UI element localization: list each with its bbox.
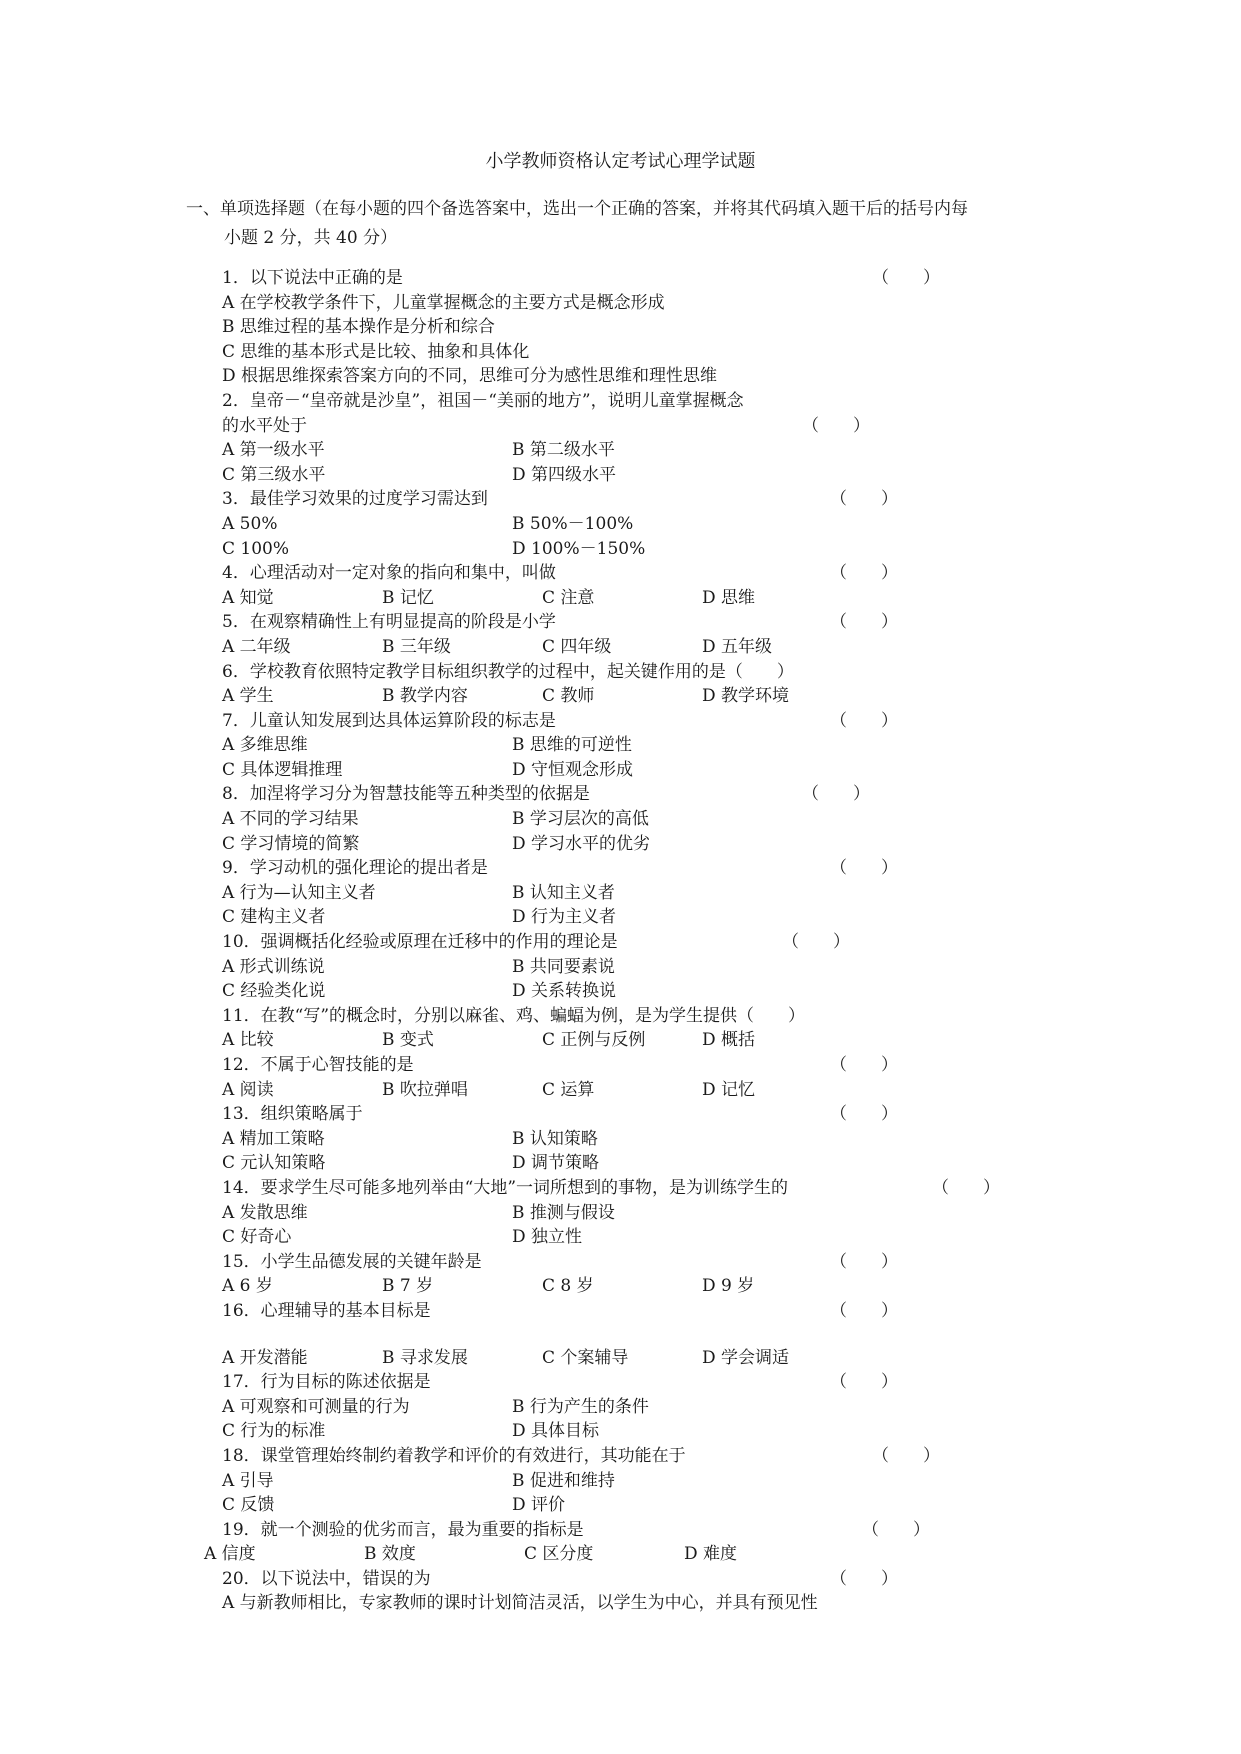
question-2-option: C 第三级水平 — [222, 464, 326, 485]
question-20-answer-paren: （ ） — [830, 1568, 898, 1589]
question-13-option: C 元认知策略 — [222, 1153, 326, 1174]
page-title: 小学教师资格认定考试心理学试题 — [485, 151, 756, 172]
question-2-stem-cont: 的水平处于 — [222, 415, 307, 436]
question-8-option: C 学习情境的简繁 — [222, 833, 360, 854]
question-15-option: B 7 岁 — [382, 1276, 434, 1297]
question-8-options-row — [222, 832, 1042, 857]
question-20-options-row — [222, 1591, 1042, 1616]
question-4-answer-paren: （ ） — [830, 563, 898, 584]
question-2-stem-line2 — [222, 414, 1042, 439]
question-11-option: B 变式 — [382, 1030, 434, 1051]
question-9-options-row — [222, 905, 1042, 930]
question-7-option: B 思维的可逆性 — [512, 735, 632, 756]
question-3-option: B 50%－100% — [512, 513, 634, 534]
question-2-option: D 第四级水平 — [512, 464, 617, 485]
question-14-options-row — [222, 1225, 1042, 1250]
question-7-option: C 具体逻辑推理 — [222, 759, 343, 780]
question-16-stem: 16．心理辅导的基本目标是 — [222, 1300, 431, 1321]
question-3-options-row — [222, 537, 1042, 562]
question-5-stem-line — [222, 610, 1042, 635]
question-11-stem-line — [222, 1004, 1042, 1029]
question-5-option: A 二年级 — [222, 636, 291, 657]
question-2-option: B 第二级水平 — [512, 440, 615, 461]
question-18-stem-line — [222, 1444, 1042, 1469]
question-12-option: D 记忆 — [702, 1079, 756, 1100]
question-11-option: D 概括 — [702, 1030, 756, 1051]
question-15-option: A 6 岁 — [222, 1276, 273, 1297]
question-14-answer-paren: （ ） — [932, 1177, 1000, 1198]
question-17-option: C 行为的标准 — [222, 1421, 326, 1442]
question-10-stem-line — [222, 930, 1042, 955]
question-4-stem: 4．心理活动对一定对象的指向和集中，叫做 — [222, 563, 556, 584]
question-19-answer-paren: （ ） — [862, 1519, 930, 1540]
question-3-option: D 100%－150% — [512, 538, 646, 559]
question-4-options-row — [222, 586, 1042, 611]
question-1-stem: 1．以下说法中正确的是 — [222, 268, 403, 288]
question-19-options-row — [204, 1542, 1042, 1567]
question-18-option: C 反馈 — [222, 1495, 275, 1516]
question-2-stem-line — [222, 389, 1042, 414]
question-7-answer-paren: （ ） — [830, 710, 898, 731]
question-20-stem: 20．以下说法中，错误的为 — [222, 1568, 431, 1589]
question-7-options-row — [222, 758, 1042, 783]
question-6-options-row — [222, 684, 1042, 709]
question-8-stem-line — [222, 782, 1042, 807]
question-16-option: D 学会调适 — [702, 1347, 790, 1368]
question-6-stem: 6．学校教育依照特定教学目标组织教学的过程中，起关键作用的是（ ） — [222, 661, 794, 682]
section-heading-line1: 一、单项选择题（在每小题的四个备选答案中，选出一个正确的答案，并将其代码填入题干后的括号内每 — [186, 199, 968, 219]
question-8-option: D 学习水平的优劣 — [512, 833, 651, 854]
question-12-option: C 运算 — [542, 1079, 595, 1100]
question-1-options-row — [222, 315, 1042, 340]
section-heading-line2: 小题 2 分，共 40 分） — [224, 228, 398, 248]
question-15-answer-paren: （ ） — [830, 1251, 898, 1272]
question-10-answer-paren: （ ） — [782, 932, 850, 953]
question-12-option: B 吹拉弹唱 — [382, 1079, 468, 1100]
question-16-option: C 个案辅导 — [542, 1347, 629, 1368]
question-9-option: A 行为—认知主义者 — [222, 882, 376, 903]
question-9-stem: 9．学习动机的强化理论的提出者是 — [222, 858, 488, 879]
question-13-option: A 精加工策略 — [222, 1128, 325, 1149]
question-2-options-row — [222, 463, 1042, 488]
question-12-option: A 阅读 — [222, 1079, 274, 1100]
question-14-stem: 14．要求学生尽可能多地列举由“大地”一词所想到的事物，是为训练学生的 — [222, 1177, 789, 1198]
question-17-answer-paren: （ ） — [830, 1372, 898, 1393]
question-20-stem-line — [222, 1567, 1042, 1592]
question-9-option: D 行为主义者 — [512, 907, 617, 928]
question-10-options-row — [222, 979, 1042, 1004]
question-9-answer-paren: （ ） — [830, 858, 898, 879]
question-18-option: B 促进和维持 — [512, 1470, 615, 1491]
question-6-option: D 教学环境 — [702, 686, 790, 707]
question-13-option: B 认知策略 — [512, 1128, 598, 1149]
question-7-option: A 多维思维 — [222, 735, 308, 756]
question-3-options-row — [222, 512, 1042, 537]
question-14-option: B 推测与假设 — [512, 1202, 615, 1223]
question-1-options-row — [222, 364, 1042, 389]
question-7-stem-line — [222, 709, 1042, 734]
question-14-option: D 独立性 — [512, 1227, 583, 1248]
question-14-option: A 发散思维 — [222, 1202, 308, 1223]
question-19-option: B 效度 — [364, 1544, 416, 1565]
question-5-option: D 五年级 — [702, 636, 773, 657]
question-1-option: A 在学校教学条件下，儿童掌握概念的主要方式是概念形成 — [222, 292, 665, 313]
question-13-stem-line — [222, 1102, 1042, 1127]
question-4-option: A 知觉 — [222, 587, 274, 608]
question-19-stem: 19．就一个测验的优劣而言，最为重要的指标是 — [222, 1519, 584, 1540]
question-16-option: A 开发潜能 — [222, 1347, 308, 1368]
question-3-stem: 3．最佳学习效果的过度学习需达到 — [222, 489, 488, 510]
question-10-stem: 10．强调概括化经验或原理在迁移中的作用的理论是 — [222, 932, 618, 953]
question-16-stem-line — [222, 1299, 1042, 1324]
question-10-option: C 经验类化说 — [222, 981, 326, 1002]
question-4-option: D 思维 — [702, 587, 756, 608]
question-12-options-row — [222, 1078, 1042, 1103]
question-list — [204, 266, 1042, 1616]
question-3-option: C 100% — [222, 538, 290, 559]
question-3-option: A 50% — [222, 513, 278, 534]
question-7-stem: 7．儿童认知发展到达具体运算阶段的标志是 — [222, 710, 556, 731]
question-2-answer-paren: （ ） — [802, 415, 870, 436]
question-4-option: B 记忆 — [382, 587, 434, 608]
question-9-option: B 认知主义者 — [512, 882, 615, 903]
question-13-options-row — [222, 1151, 1042, 1176]
question-6-option: A 学生 — [222, 686, 274, 707]
question-15-option: D 9 岁 — [702, 1276, 755, 1297]
question-18-options-row — [222, 1469, 1042, 1494]
question-1-stem-line — [222, 266, 1042, 291]
question-15-option: C 8 岁 — [542, 1276, 594, 1297]
question-10-option: D 关系转换说 — [512, 981, 617, 1002]
question-1-answer-paren: （ ） — [872, 268, 940, 288]
question-18-stem: 18．课堂管理始终制约着教学和评价的有效进行，其功能在于 — [222, 1445, 686, 1466]
question-18-options-row — [222, 1493, 1042, 1518]
question-14-option: C 好奇心 — [222, 1227, 292, 1248]
question-5-options-row — [222, 635, 1042, 660]
question-6-stem-line — [222, 660, 1042, 685]
question-1-options-row — [222, 340, 1042, 365]
question-17-options-row — [222, 1395, 1042, 1420]
question-11-stem: 11．在教“写”的概念时，分别以麻雀、鸡、蝙蝠为例，是为学生提供（ ） — [222, 1005, 806, 1026]
question-10-option: A 形式训练说 — [222, 956, 325, 977]
question-19-option: A 信度 — [204, 1544, 256, 1565]
question-13-stem: 13．组织策略属于 — [222, 1104, 363, 1125]
section-heading — [186, 195, 1066, 253]
question-20-option: A 与新教师相比，专家教师的课时计划简洁灵活，以学生为中心，并具有预见性 — [222, 1593, 818, 1614]
question-2-stem: 2．皇帝－“皇帝就是沙皇”，祖国－“美丽的地方”，说明儿童掌握概念 — [222, 390, 744, 411]
question-5-stem: 5．在观察精确性上有明显提高的阶段是小学 — [222, 612, 556, 633]
question-4-stem-line — [222, 561, 1042, 586]
question-18-answer-paren: （ ） — [872, 1445, 940, 1466]
question-17-option: B 行为产生的条件 — [512, 1396, 649, 1417]
question-11-options-row — [222, 1028, 1042, 1053]
question-9-stem-line — [222, 856, 1042, 881]
question-9-option: C 建构主义者 — [222, 907, 326, 928]
question-1-option: C 思维的基本形式是比较、抽象和具体化 — [222, 341, 530, 362]
question-8-answer-paren: （ ） — [802, 784, 870, 805]
question-2-option: A 第一级水平 — [222, 440, 325, 461]
question-15-options-row — [222, 1274, 1042, 1299]
question-11-option: C 正例与反例 — [542, 1030, 646, 1051]
question-12-stem: 12．不属于心智技能的是 — [222, 1055, 414, 1075]
question-12-answer-paren: （ ） — [830, 1055, 898, 1075]
question-10-option: B 共同要素说 — [512, 956, 615, 977]
question-5-option: B 三年级 — [382, 636, 451, 657]
question-8-options-row — [222, 807, 1042, 832]
question-14-stem-line — [222, 1176, 1042, 1201]
question-13-options-row — [222, 1127, 1042, 1152]
question-15-stem: 15．小学生品德发展的关键年龄是 — [222, 1251, 482, 1272]
question-7-option: D 守恒观念形成 — [512, 759, 634, 780]
question-18-option: A 引导 — [222, 1470, 274, 1491]
question-12-stem-line — [222, 1053, 1042, 1078]
question-10-options-row — [222, 955, 1042, 980]
question-16-options-row — [222, 1346, 1042, 1371]
question-7-options-row — [222, 733, 1042, 758]
question-16-answer-paren: （ ） — [830, 1300, 898, 1321]
question-18-option: D 评价 — [512, 1495, 566, 1516]
question-17-stem: 17．行为目标的陈述依据是 — [222, 1372, 431, 1393]
question-19-stem-line — [222, 1518, 1042, 1543]
question-15-stem-line — [222, 1250, 1042, 1275]
question-2-options-row — [222, 438, 1042, 463]
question-11-option: A 比较 — [222, 1030, 274, 1051]
question-17-option: A 可观察和可测量的行为 — [222, 1396, 410, 1417]
question-13-answer-paren: （ ） — [830, 1104, 898, 1125]
question-5-option: C 四年级 — [542, 636, 612, 657]
question-3-stem-line — [222, 487, 1042, 512]
question-3-answer-paren: （ ） — [830, 489, 898, 510]
question-4-option: C 注意 — [542, 587, 595, 608]
question-6-option: C 教师 — [542, 686, 595, 707]
question-19-option: D 难度 — [684, 1544, 738, 1565]
question-17-options-row — [222, 1419, 1042, 1444]
question-1-options-row — [222, 291, 1042, 316]
question-8-option: A 不同的学习结果 — [222, 809, 359, 830]
question-1-option: D 根据思维探索答案方向的不同，思维可分为感性思维和理性思维 — [222, 366, 718, 387]
question-8-stem: 8．加涅将学习分为智慧技能等五种类型的依据是 — [222, 784, 590, 805]
question-8-option: B 学习层次的高低 — [512, 809, 649, 830]
question-6-option: B 教学内容 — [382, 686, 468, 707]
question-17-stem-line — [222, 1370, 1042, 1395]
question-5-answer-paren: （ ） — [830, 612, 898, 633]
question-19-option: C 区分度 — [524, 1544, 594, 1565]
question-14-options-row — [222, 1201, 1042, 1226]
question-17-option: D 具体目标 — [512, 1421, 600, 1442]
question-13-option: D 调节策略 — [512, 1153, 600, 1174]
question-1-option: B 思维过程的基本操作是分析和综合 — [222, 317, 495, 338]
question-9-options-row — [222, 881, 1042, 906]
question-16-option: B 寻求发展 — [382, 1347, 468, 1368]
